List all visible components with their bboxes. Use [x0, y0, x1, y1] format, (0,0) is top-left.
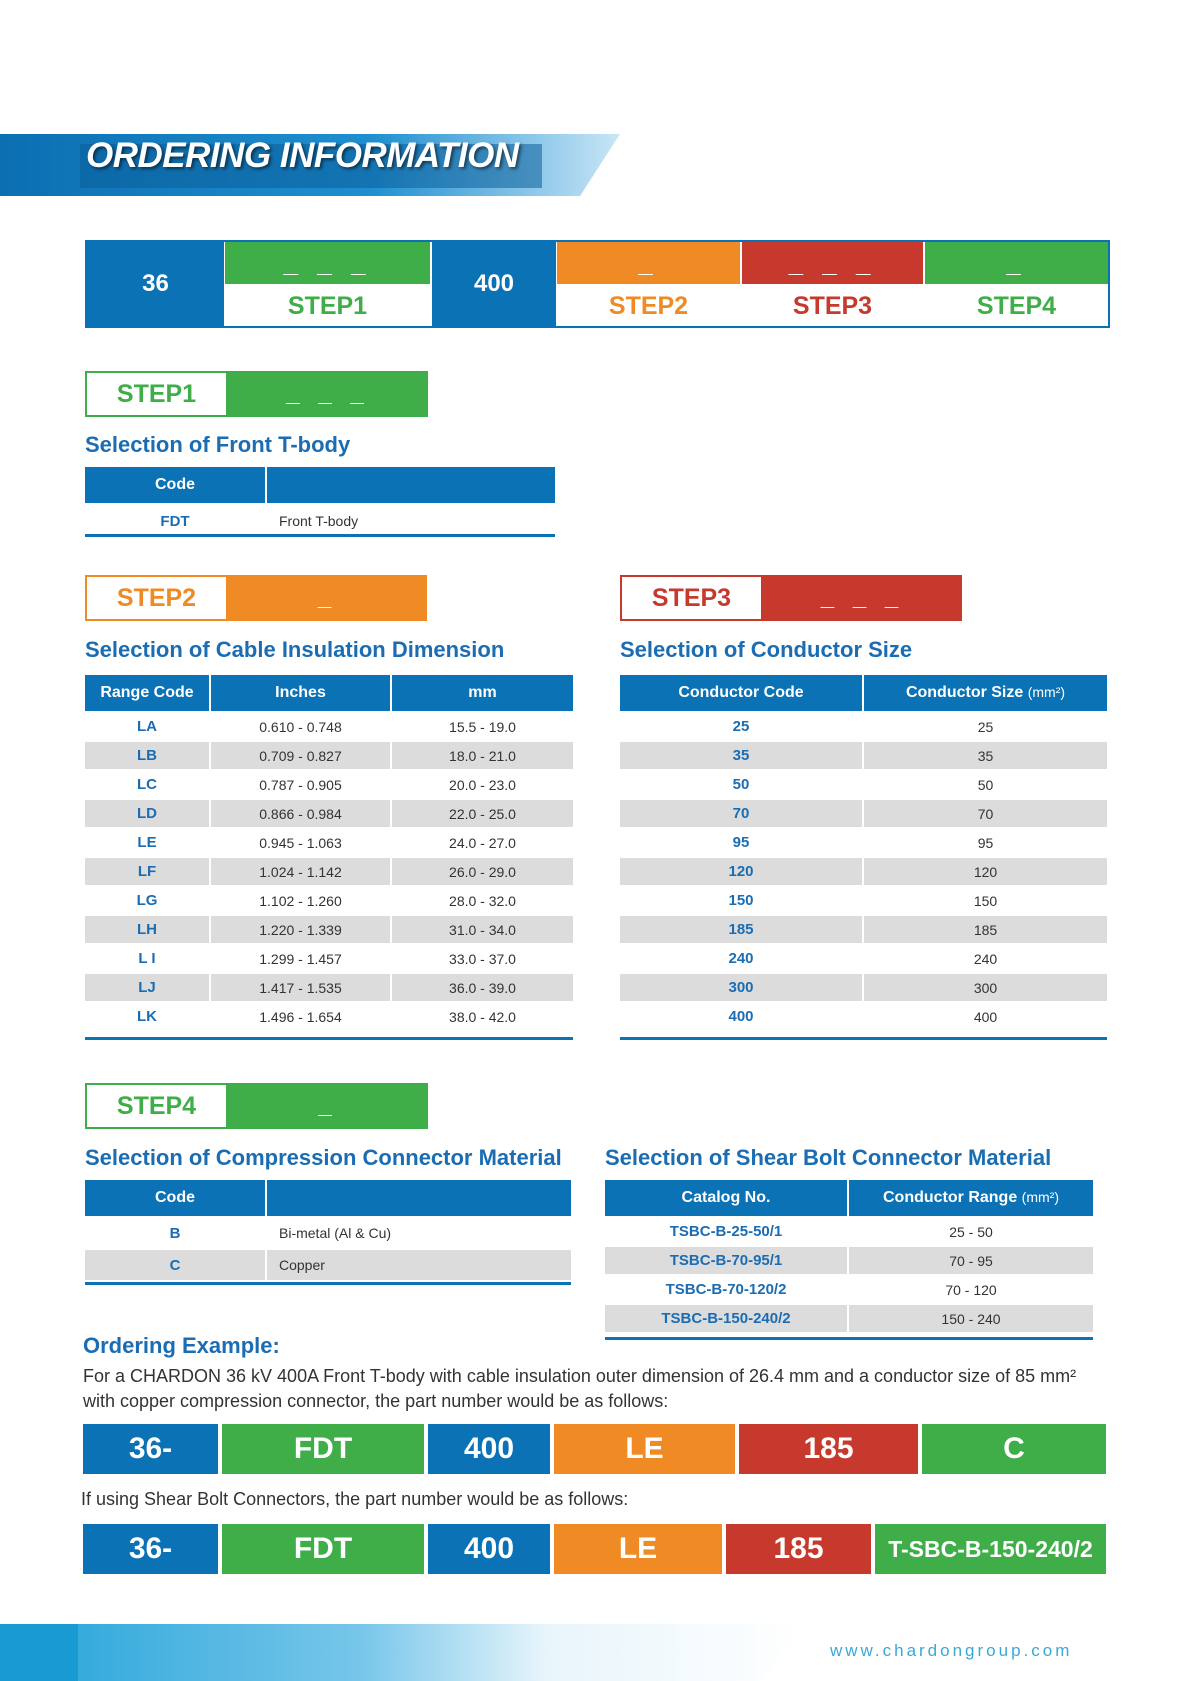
table-row: [85, 712, 573, 741]
example-text-line3: If using Shear Bolt Connectors, the part number would be as follows:: [81, 1489, 629, 1509]
table-cell-code: LG: [85, 886, 210, 915]
table-header-row: [85, 675, 573, 712]
table-row: [85, 741, 573, 770]
selector-step1-label: [225, 286, 430, 326]
example2-part-step3: 185: [726, 1524, 871, 1574]
table-row: [620, 944, 1107, 973]
step2-title: Selection of Cable Insulation Dimension: [85, 637, 505, 662]
table-row: [605, 1304, 1093, 1332]
shear-bolt-table: [605, 1180, 1093, 1332]
column-header: Code: [85, 1180, 266, 1217]
column-header: Conductor Code: [620, 675, 863, 712]
unit-label: (mm²): [1027, 684, 1066, 700]
selector-step1-label-text: STEP1: [287, 291, 368, 320]
table-cell: 1.417 - 1.535: [210, 973, 391, 1002]
footer-url[interactable]: www.chardongroup.com: [830, 1641, 1073, 1660]
table-cell: 240: [863, 944, 1107, 973]
table-cell-code: FDT: [85, 504, 266, 537]
column-header: Catalog No.: [605, 1180, 848, 1217]
table-cell: 24.0 - 27.0: [391, 828, 573, 857]
selector-step3-label-text: STEP3: [792, 291, 873, 320]
table-cell-code: B: [85, 1217, 266, 1249]
table-cell-code: LE: [85, 828, 210, 857]
selector-step3-label: [742, 286, 923, 326]
column-header: Range Code: [85, 675, 210, 712]
example1-part-step4: C: [922, 1424, 1106, 1474]
table-cell: 22.0 - 25.0: [391, 799, 573, 828]
table-cell: Front T-body: [266, 504, 555, 537]
table-row: [85, 857, 573, 886]
step2-label: STEP2: [85, 575, 228, 621]
table-cell: 400: [863, 1002, 1107, 1030]
column-header: Code: [85, 467, 266, 504]
table-cell: 31.0 - 34.0: [391, 915, 573, 944]
table-cell-code: 35: [620, 741, 863, 770]
selector-rating: 400: [432, 242, 556, 326]
table-cell-code: LK: [85, 1002, 210, 1030]
table-cell-code: 70: [620, 799, 863, 828]
example1-part-step3: 185: [739, 1424, 918, 1474]
shear-bolt-title: Selection of Shear Bolt Connector Material: [605, 1145, 1052, 1170]
step3-title: Selection of Conductor Size: [620, 637, 913, 662]
front-tbody-table: [85, 467, 555, 537]
table-cell: 20.0 - 23.0: [391, 770, 573, 799]
selector-step2-label: [557, 286, 740, 326]
selector-step4-dash: _: [925, 242, 1108, 284]
table-cell: 0.866 - 0.984: [210, 799, 391, 828]
table-row: [620, 770, 1107, 799]
table-cell: 25: [863, 712, 1107, 741]
table-cell: 95: [863, 828, 1107, 857]
table-cell-code: C: [85, 1249, 266, 1280]
table-row: [620, 712, 1107, 741]
table-cell: 15.5 - 19.0: [391, 712, 573, 741]
compression-connector-table: [85, 1180, 571, 1280]
table-header-row: [620, 675, 1107, 712]
table-cell: 1.220 - 1.339: [210, 915, 391, 944]
table-row: [85, 770, 573, 799]
example2-part-rating: 400: [428, 1524, 550, 1574]
table-cell-code: L I: [85, 944, 210, 973]
table-row: [620, 1002, 1107, 1030]
table-cell: 36.0 - 39.0: [391, 973, 573, 1002]
table-cell: 25 - 50: [848, 1217, 1093, 1246]
table-row: [620, 886, 1107, 915]
table-cell-code: 240: [620, 944, 863, 973]
table-row: [85, 504, 555, 537]
table-cell: 0.610 - 0.748: [210, 712, 391, 741]
example1-part-step1: FDT: [222, 1424, 424, 1474]
step4-label: STEP4: [85, 1083, 228, 1129]
column-header: [266, 467, 555, 504]
conductor-size-table: [620, 675, 1107, 1030]
table-cell: 0.709 - 0.827: [210, 741, 391, 770]
table-row: [620, 857, 1107, 886]
table-cell-code: LF: [85, 857, 210, 886]
table-cell: Bi-metal (Al & Cu): [266, 1217, 571, 1249]
step3-dash: _ _ _: [763, 575, 962, 621]
step4-dash: _: [228, 1083, 428, 1129]
table-cell: 185: [863, 915, 1107, 944]
table-row: [85, 944, 573, 973]
table-row: [605, 1275, 1093, 1304]
table-cell-code: TSBC-B-150-240/2: [605, 1304, 848, 1332]
column-header-text: Conductor Range: [883, 1189, 1018, 1206]
table-cell: 70: [863, 799, 1107, 828]
ordering-example-title: Ordering Example:: [83, 1333, 280, 1358]
column-header: mm: [391, 675, 573, 712]
table-bottom-rule: [605, 1337, 1093, 1340]
example2-part-step2: LE: [554, 1524, 722, 1574]
selector-step4-label-text: STEP4: [976, 291, 1057, 320]
table-bottom-rule: [85, 1282, 571, 1285]
table-cell: 28.0 - 32.0: [391, 886, 573, 915]
table-bottom-rule: [85, 1037, 573, 1040]
example2-part-shear: T-SBC-B-150-240/2: [875, 1524, 1106, 1574]
example1-part-rating: 400: [428, 1424, 550, 1474]
table-cell: 150: [863, 886, 1107, 915]
table-row: [85, 828, 573, 857]
step3-label: STEP3: [620, 575, 763, 621]
table-cell-code: LH: [85, 915, 210, 944]
step2-dash: _: [228, 575, 427, 621]
table-row: [85, 915, 573, 944]
table-header-row: [85, 1180, 571, 1217]
table-cell: 0.787 - 0.905: [210, 770, 391, 799]
selector-step3-dash: _ _ _: [742, 242, 923, 284]
table-row: [605, 1217, 1093, 1246]
table-cell-code: TSBC-B-25-50/1: [605, 1217, 848, 1246]
table-cell: 50: [863, 770, 1107, 799]
table-row: [85, 1002, 573, 1030]
table-header-row: [605, 1180, 1093, 1217]
unit-label: (mm²): [1021, 1189, 1059, 1205]
table-cell: 18.0 - 21.0: [391, 741, 573, 770]
table-bottom-rule: [620, 1037, 1107, 1040]
table-row: [605, 1246, 1093, 1275]
selector-step2-label-text: STEP2: [608, 291, 689, 320]
table-cell-code: 50: [620, 770, 863, 799]
selector-step2-dash: _: [557, 242, 740, 284]
table-cell-code: TSBC-B-70-120/2: [605, 1275, 848, 1304]
table-row: [85, 1249, 571, 1280]
table-row: [620, 973, 1107, 1002]
table-cell: 70 - 120: [848, 1275, 1093, 1304]
table-header-row: [85, 467, 555, 504]
step4-title: Selection of Compression Connector Material: [85, 1145, 562, 1170]
table-cell-code: LC: [85, 770, 210, 799]
column-header: [863, 675, 1107, 712]
table-cell-code: 300: [620, 973, 863, 1002]
table-row: [85, 1217, 571, 1249]
table-row: [620, 741, 1107, 770]
selector-step1-dash: _ _ _: [225, 242, 430, 284]
table-cell: 1.102 - 1.260: [210, 886, 391, 915]
table-cell: 1.496 - 1.654: [210, 1002, 391, 1030]
table-cell-code: 120: [620, 857, 863, 886]
table-cell: 120: [863, 857, 1107, 886]
table-row: [620, 915, 1107, 944]
table-cell: 150 - 240: [848, 1304, 1093, 1332]
selector-step4-label: [925, 286, 1108, 326]
table-cell: 26.0 - 29.0: [391, 857, 573, 886]
page-title: ORDERING INFORMATION: [86, 136, 519, 175]
example1-part-prefix: 36-: [83, 1424, 218, 1474]
example2-part-prefix: 36-: [83, 1524, 218, 1574]
table-row: [620, 799, 1107, 828]
column-header: [266, 1180, 571, 1217]
table-bottom-rule: [85, 534, 555, 537]
table-cell: 1.024 - 1.142: [210, 857, 391, 886]
table-cell-code: 150: [620, 886, 863, 915]
table-cell: 1.299 - 1.457: [210, 944, 391, 973]
table-cell-code: TSBC-B-70-95/1: [605, 1246, 848, 1275]
table-cell: 33.0 - 37.0: [391, 944, 573, 973]
selector-prefix: 36: [87, 242, 224, 326]
table-cell-code: LD: [85, 799, 210, 828]
table-cell-code: 400: [620, 1002, 863, 1030]
step1-label: STEP1: [85, 371, 228, 417]
table-cell-code: 95: [620, 828, 863, 857]
table-cell: 0.945 - 1.063: [210, 828, 391, 857]
cable-insulation-table: [85, 675, 573, 1030]
column-header: [848, 1180, 1093, 1217]
table-row: [85, 886, 573, 915]
table-row: [85, 799, 573, 828]
step1-dash: _ _ _: [228, 371, 428, 417]
table-cell: 300: [863, 973, 1107, 1002]
example1-part-step2: LE: [554, 1424, 735, 1474]
table-cell-code: LA: [85, 712, 210, 741]
table-cell: 35: [863, 741, 1107, 770]
table-cell-code: LJ: [85, 973, 210, 1002]
table-row: [620, 828, 1107, 857]
table-cell-code: 25: [620, 712, 863, 741]
example2-part-step1: FDT: [222, 1524, 424, 1574]
table-cell: Copper: [266, 1249, 571, 1280]
table-cell: 38.0 - 42.0: [391, 1002, 573, 1030]
step1-title: Selection of Front T-body: [85, 432, 351, 457]
column-header-text: Conductor Size: [905, 684, 1024, 701]
table-cell-code: LB: [85, 741, 210, 770]
example-text-line2: with copper compression connector, the part number would be as follows:: [83, 1391, 669, 1411]
example-text-line1: For a CHARDON 36 kV 400A Front T-body with cable insulation outer dimension of 26.4 mm and a conductor size of 85 mm²: [83, 1366, 1077, 1386]
table-cell: 70 - 95: [848, 1246, 1093, 1275]
column-header: Inches: [210, 675, 391, 712]
table-cell-code: 185: [620, 915, 863, 944]
table-row: [85, 973, 573, 1002]
